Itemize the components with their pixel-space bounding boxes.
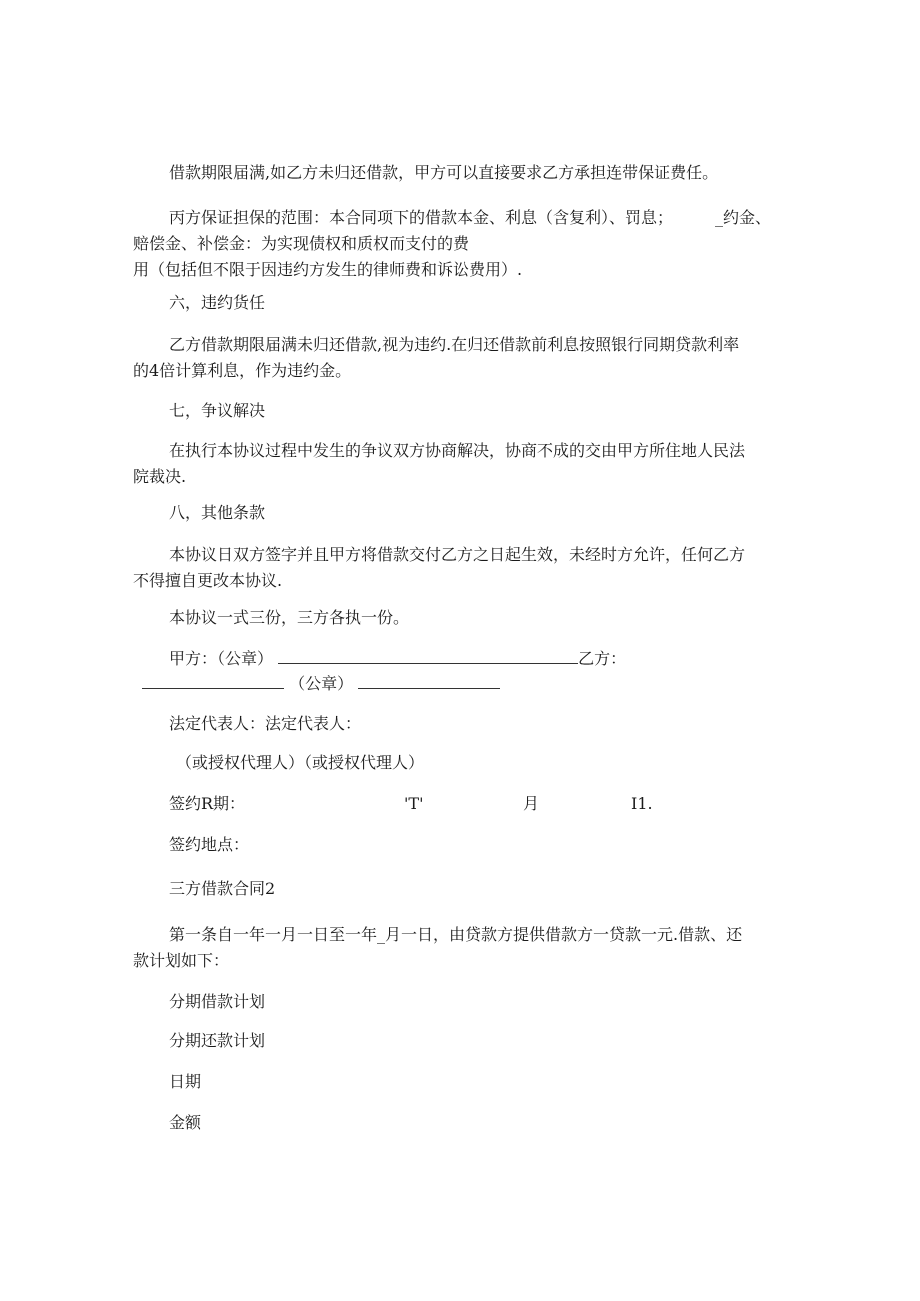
paragraph-text: 用（包括但不限于因违约方发生的律师费和诉讼费用）. bbox=[133, 260, 523, 279]
paragraph-copies bbox=[133, 605, 829, 631]
sign-place-row bbox=[169, 832, 249, 858]
paragraph-text: 借款期限届满,如乙方未归还借款，甲方可以直接要求乙方承担连带保证费任。 bbox=[169, 163, 719, 182]
legal-representative-row bbox=[169, 711, 361, 737]
authorized-agent-label: （或授权代理人）（或授权代理人） bbox=[176, 753, 425, 772]
heading-text: 七，争议解决 bbox=[169, 401, 266, 420]
paragraph-text: 不得擅自更改本协议. bbox=[133, 571, 283, 590]
signature-row-b bbox=[142, 671, 500, 697]
paragraph-text: 丙方保证担保的范围：本合同项下的借款本金、利息（含复利）、罚息； bbox=[169, 208, 674, 227]
date-month-mark: 月 bbox=[523, 794, 540, 813]
sign-date-month bbox=[523, 791, 539, 817]
amount-column-label: 金额 bbox=[169, 1113, 202, 1132]
sign-place-label: 签约地点： bbox=[169, 835, 250, 854]
paragraph-guarantee-scope bbox=[133, 205, 793, 283]
date-column-label: 日期 bbox=[169, 1072, 202, 1091]
title-text: 三方借款合同2 bbox=[169, 879, 276, 898]
plan-repay-label: 分期还款计划 bbox=[169, 1031, 266, 1050]
section-heading-7 bbox=[133, 398, 829, 424]
plan-repay bbox=[169, 1028, 265, 1054]
paragraph-text: 在执行本协议过程中发生的争议双方协商解决，协商不成的交由甲方所住地人民法 bbox=[169, 441, 746, 460]
paragraph-other-terms bbox=[133, 542, 793, 594]
paragraph-breach-liability bbox=[133, 332, 793, 384]
paragraph-text: 款计划如下： bbox=[133, 951, 230, 970]
paragraph-guarantee-term bbox=[133, 160, 829, 186]
signature-row-a bbox=[169, 646, 626, 672]
date-label: 签约R期： bbox=[169, 794, 246, 813]
contract-title-2 bbox=[169, 876, 275, 902]
seal-label: （公章） bbox=[289, 674, 354, 693]
section-heading-8 bbox=[133, 500, 829, 526]
paragraph-text: 的4倍计算利息，作为违约金。 bbox=[133, 361, 352, 380]
date-year-mark: 'T' bbox=[404, 794, 424, 813]
plan-borrow bbox=[169, 989, 265, 1015]
sign-date-year bbox=[404, 791, 423, 817]
party-c-signature-line bbox=[358, 674, 500, 689]
party-b-signature-line bbox=[142, 674, 284, 689]
paragraph-text: 本协议日双方签字并且甲方将借款交付乙方之日起生效，未经时方允许，任何乙方 bbox=[169, 545, 746, 564]
party-a-label: 甲方：（公章） bbox=[169, 649, 274, 668]
paragraph-text: 赔偿金、补偿金：为实现债权和质权而支付的费 bbox=[133, 234, 470, 253]
paragraph-text: 院裁决. bbox=[133, 467, 187, 486]
heading-text: 六，违约货任 bbox=[169, 293, 266, 312]
date-day-mark: I1. bbox=[631, 794, 653, 813]
column-amount bbox=[169, 1110, 201, 1136]
paragraph-text: 第一条自一年一月一日至一年_月一日，由贷款方提供借款方一贷款一元.借款、还 bbox=[169, 925, 743, 944]
heading-text: 八，其他条款 bbox=[169, 503, 266, 522]
party-b-label: 乙方： bbox=[578, 649, 627, 668]
paragraph-text: 本协议一式三份，三方各执一份。 bbox=[169, 608, 410, 627]
sign-date-label bbox=[169, 791, 245, 817]
plan-borrow-label: 分期借款计划 bbox=[169, 992, 266, 1011]
sign-date-day bbox=[631, 791, 653, 817]
paragraph-dispute bbox=[133, 438, 793, 490]
column-date bbox=[169, 1069, 201, 1095]
article-1 bbox=[133, 922, 793, 974]
legal-rep-label: 法定代表人：法定代表人： bbox=[169, 714, 362, 733]
paragraph-text: _约金、 bbox=[715, 208, 772, 227]
section-heading-6 bbox=[133, 290, 829, 316]
authorized-agent-row bbox=[176, 750, 424, 776]
party-a-signature-line bbox=[278, 649, 578, 664]
paragraph-text: 乙方借款期限届满未归还借款,视为违约.在归还借款前利息按照银行同期贷款利率 bbox=[169, 335, 740, 354]
